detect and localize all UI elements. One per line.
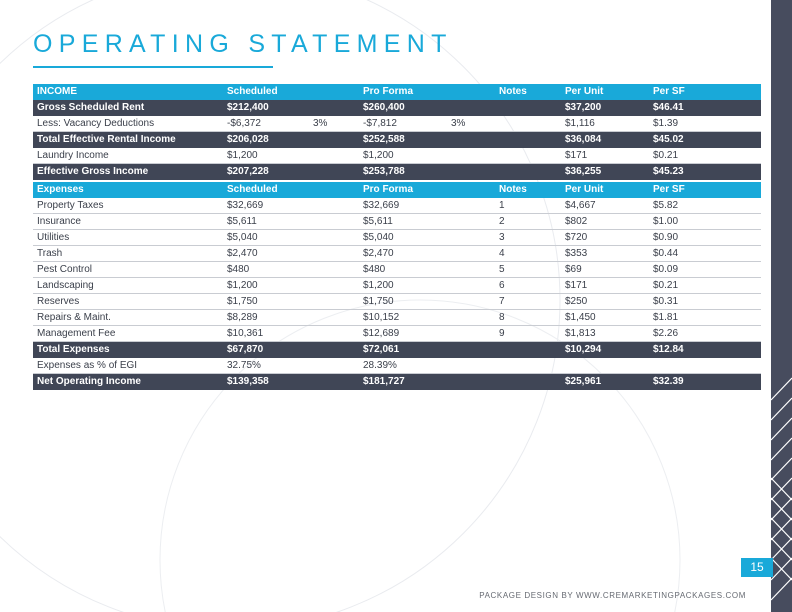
- table-cell: $8,289: [223, 310, 309, 326]
- column-header: Scheduled: [223, 182, 309, 198]
- table-cell: [495, 342, 561, 358]
- table-cell: Gross Scheduled Rent: [33, 100, 223, 116]
- table-cell: Expenses as % of EGI: [33, 358, 223, 374]
- table-cell: Total Effective Rental Income: [33, 132, 223, 148]
- table-cell: 6: [495, 278, 561, 294]
- table-cell: [495, 132, 561, 148]
- table-cell: 4: [495, 246, 561, 262]
- table-cell: $67,870: [223, 342, 309, 358]
- table-cell: [309, 294, 359, 310]
- table-cell: $480: [223, 262, 309, 278]
- total-row: [33, 100, 761, 116]
- table-cell: Laundry Income: [33, 148, 223, 164]
- total-row: [33, 342, 761, 358]
- table-cell: [447, 358, 495, 374]
- table-cell: [447, 214, 495, 230]
- table-cell: [447, 148, 495, 164]
- table-cell: [309, 262, 359, 278]
- column-header: Scheduled: [223, 84, 309, 100]
- table-cell: $12,689: [359, 326, 447, 342]
- table-cell: [309, 214, 359, 230]
- column-header: Per SF: [649, 84, 761, 100]
- table-cell: [495, 358, 561, 374]
- income-header-row: [33, 84, 761, 100]
- table-cell: [309, 132, 359, 148]
- table-cell: $0.31: [649, 294, 761, 310]
- table-cell: [447, 230, 495, 246]
- table-cell: Effective Gross Income: [33, 164, 223, 180]
- table-cell: $0.44: [649, 246, 761, 262]
- table-row: [33, 358, 761, 374]
- table-cell: $37,200: [561, 100, 649, 116]
- table-row: [33, 198, 761, 214]
- table-cell: 32.75%: [223, 358, 309, 374]
- table-cell: Landscaping: [33, 278, 223, 294]
- table-cell: [495, 116, 561, 132]
- table-cell: [495, 374, 561, 390]
- table-cell: [447, 164, 495, 180]
- table-cell: $802: [561, 214, 649, 230]
- table-cell: $36,255: [561, 164, 649, 180]
- table-cell: [447, 100, 495, 116]
- table-cell: [561, 358, 649, 374]
- table-cell: Utilities: [33, 230, 223, 246]
- table-cell: $171: [561, 148, 649, 164]
- table-cell: [447, 278, 495, 294]
- table-cell: [309, 342, 359, 358]
- table-cell: [309, 230, 359, 246]
- total-row: [33, 374, 761, 390]
- table-cell: $212,400: [223, 100, 309, 116]
- column-header: Notes: [495, 84, 561, 100]
- column-header: [309, 182, 359, 198]
- table-cell: $1,116: [561, 116, 649, 132]
- expenses-table: [33, 182, 761, 390]
- column-header: Notes: [495, 182, 561, 198]
- table-cell: $171: [561, 278, 649, 294]
- table-cell: $0.21: [649, 278, 761, 294]
- table-cell: $45.23: [649, 164, 761, 180]
- table-cell: [309, 198, 359, 214]
- table-cell: $12.84: [649, 342, 761, 358]
- table-row: [33, 326, 761, 342]
- table-cell: [447, 246, 495, 262]
- table-cell: [495, 100, 561, 116]
- table-cell: $253,788: [359, 164, 447, 180]
- page-number: 15: [741, 558, 773, 577]
- expenses-header-row: [33, 182, 761, 198]
- table-cell: $5,040: [359, 230, 447, 246]
- table-cell: -$6,372: [223, 116, 309, 132]
- table-cell: $1,450: [561, 310, 649, 326]
- table-cell: $10,361: [223, 326, 309, 342]
- table-cell: 2: [495, 214, 561, 230]
- column-header: [447, 182, 495, 198]
- table-cell: $1,750: [359, 294, 447, 310]
- table-cell: 3%: [309, 116, 359, 132]
- table-cell: [495, 148, 561, 164]
- title-underline: [33, 66, 273, 68]
- page-title: OPERATING STATEMENT: [33, 30, 453, 58]
- table-cell: Net Operating Income: [33, 374, 223, 390]
- table-cell: [309, 310, 359, 326]
- table-cell: Management Fee: [33, 326, 223, 342]
- table-cell: $1,200: [359, 148, 447, 164]
- table-cell: $46.41: [649, 100, 761, 116]
- table-row: [33, 246, 761, 262]
- table-cell: $32,669: [359, 198, 447, 214]
- table-cell: $207,228: [223, 164, 309, 180]
- table-cell: [447, 310, 495, 326]
- table-cell: $45.02: [649, 132, 761, 148]
- total-row: [33, 164, 761, 180]
- table-cell: $0.21: [649, 148, 761, 164]
- table-cell: [309, 278, 359, 294]
- table-cell: $32.39: [649, 374, 761, 390]
- column-header: Per Unit: [561, 182, 649, 198]
- table-cell: $181,727: [359, 374, 447, 390]
- table-cell: $1.81: [649, 310, 761, 326]
- table-cell: 9: [495, 326, 561, 342]
- footer-credit: PACKAGE DESIGN BY WWW.CREMARKETINGPACKAGES.COM: [479, 591, 746, 600]
- column-header: Expenses: [33, 182, 223, 198]
- table-cell: 3: [495, 230, 561, 246]
- table-cell: $139,358: [223, 374, 309, 390]
- table-cell: Insurance: [33, 214, 223, 230]
- table-cell: [309, 100, 359, 116]
- table-cell: 28.39%: [359, 358, 447, 374]
- column-header: INCOME: [33, 84, 223, 100]
- column-header: Pro Forma: [359, 182, 447, 198]
- table-cell: Trash: [33, 246, 223, 262]
- table-cell: $206,028: [223, 132, 309, 148]
- table-cell: Property Taxes: [33, 198, 223, 214]
- table-row: [33, 278, 761, 294]
- table-cell: $25,961: [561, 374, 649, 390]
- total-row: [33, 132, 761, 148]
- table-cell: $1,750: [223, 294, 309, 310]
- table-cell: 3%: [447, 116, 495, 132]
- table-cell: $1.00: [649, 214, 761, 230]
- table-cell: $2.26: [649, 326, 761, 342]
- table-cell: $1,200: [223, 278, 309, 294]
- table-cell: [447, 326, 495, 342]
- table-cell: 8: [495, 310, 561, 326]
- table-row: [33, 116, 761, 132]
- table-cell: $69: [561, 262, 649, 278]
- table-cell: [447, 342, 495, 358]
- column-header: Pro Forma: [359, 84, 447, 100]
- table-cell: $2,470: [359, 246, 447, 262]
- table-cell: $480: [359, 262, 447, 278]
- table-cell: [309, 374, 359, 390]
- table-cell: $5,611: [223, 214, 309, 230]
- table-row: [33, 230, 761, 246]
- table-cell: [309, 164, 359, 180]
- table-cell: [649, 358, 761, 374]
- table-cell: $252,588: [359, 132, 447, 148]
- table-cell: $0.09: [649, 262, 761, 278]
- table-cell: $36,084: [561, 132, 649, 148]
- table-cell: $0.90: [649, 230, 761, 246]
- table-row: [33, 148, 761, 164]
- table-cell: Total Expenses: [33, 342, 223, 358]
- table-cell: $1,200: [223, 148, 309, 164]
- table-cell: Repairs & Maint.: [33, 310, 223, 326]
- table-cell: $720: [561, 230, 649, 246]
- table-cell: $1,813: [561, 326, 649, 342]
- column-header: [309, 84, 359, 100]
- table-row: [33, 214, 761, 230]
- table-cell: $250: [561, 294, 649, 310]
- table-cell: $2,470: [223, 246, 309, 262]
- table-cell: 1: [495, 198, 561, 214]
- table-cell: [309, 358, 359, 374]
- side-stripe: [771, 0, 792, 612]
- table-cell: -$7,812: [359, 116, 447, 132]
- table-cell: [447, 198, 495, 214]
- table-cell: Pest Control: [33, 262, 223, 278]
- table-cell: [447, 132, 495, 148]
- table-cell: $260,400: [359, 100, 447, 116]
- table-cell: $32,669: [223, 198, 309, 214]
- table-cell: [309, 326, 359, 342]
- table-cell: $1.39: [649, 116, 761, 132]
- table-row: [33, 294, 761, 310]
- table-cell: [447, 374, 495, 390]
- table-cell: $4,667: [561, 198, 649, 214]
- table-cell: [447, 262, 495, 278]
- table-cell: $5.82: [649, 198, 761, 214]
- table-row: [33, 310, 761, 326]
- column-header: [447, 84, 495, 100]
- table-row: [33, 262, 761, 278]
- table-cell: [447, 294, 495, 310]
- table-cell: Reserves: [33, 294, 223, 310]
- table-cell: [309, 148, 359, 164]
- table-cell: $5,611: [359, 214, 447, 230]
- table-cell: [495, 164, 561, 180]
- table-cell: $10,152: [359, 310, 447, 326]
- column-header: Per SF: [649, 182, 761, 198]
- table-cell: [309, 246, 359, 262]
- table-cell: 5: [495, 262, 561, 278]
- table-cell: $353: [561, 246, 649, 262]
- table-cell: 7: [495, 294, 561, 310]
- table-cell: $10,294: [561, 342, 649, 358]
- table-cell: $5,040: [223, 230, 309, 246]
- income-table: [33, 84, 761, 180]
- table-cell: $1,200: [359, 278, 447, 294]
- column-header: Per Unit: [561, 84, 649, 100]
- table-cell: $72,061: [359, 342, 447, 358]
- table-cell: Less: Vacancy Deductions: [33, 116, 223, 132]
